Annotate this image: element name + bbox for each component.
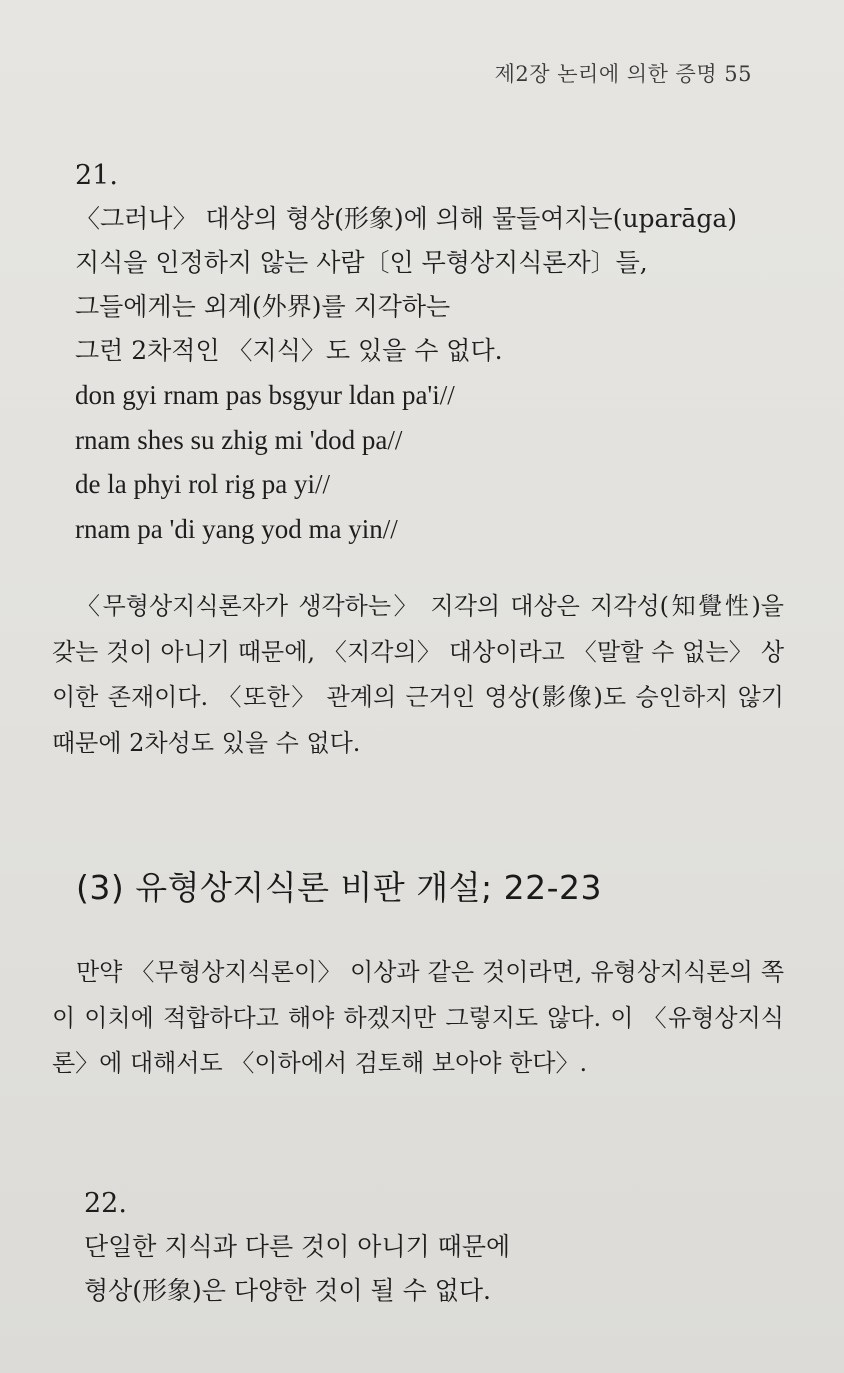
- verse-number: 21.: [75, 160, 118, 191]
- verse-number: 22.: [84, 1188, 127, 1219]
- verse-tibetan-line: rnam shes su zhig mi 'dod pa//: [75, 424, 403, 455]
- verse-korean-line: 형상(形象)은 다양한 것이 될 수 없다.: [84, 1276, 491, 1305]
- verse-korean-line: 지식을 인정하지 않는 사람〔인 무형상지식론자〕들,: [75, 248, 648, 277]
- running-head: 제2장 논리에 의한 증명 55: [494, 62, 752, 86]
- verse-21: [75, 160, 737, 551]
- verse-tibetan-line: de la phyi rol rig pa yi//: [75, 469, 330, 499]
- section-intro-paragraph: 만약 〈무형상지식론이〉 이상과 같은 것이라면, 유형상지식론의 쪽이 이치에 적합하다고 해야 하겠지만 그렇지도 않다. 이 〈유형상지식론〉에 대해서도 〈이하에서 검토해 보아야 한다〉.: [52, 958, 784, 1077]
- section-heading: (3) 유형상지식론 비판 개설; 22-23: [76, 868, 602, 907]
- verse-korean-line: 그들에게는 외계(外界)를 지각하는: [75, 292, 451, 321]
- verse-tibetan-line: don gyi rnam pas bsgyur ldan pa'i//: [75, 380, 455, 410]
- commentary-paragraph: 〈무형상지식론자가 생각하는〉 지각의 대상은 지각성(知覺性)을 갖는 것이 아니기 때문에, 〈지각의〉 대상이라고 〈말할 수 없는〉 상이한 존재이다. 〈또한〉 관계의 근거인 영상(影像)도 승인하지 않기 때문에 2차성도 있을 수 없다.: [52, 592, 784, 757]
- verse-korean-line: 그런 2차적인 〈지식〉도 있을 수 없다.: [75, 336, 503, 365]
- verse-22: [84, 1188, 510, 1313]
- verse-korean-line: 단일한 지식과 다른 것이 아니기 때문에: [84, 1232, 511, 1261]
- verse-tibetan-line: rnam pa 'di yang yod ma yin//: [75, 513, 398, 544]
- verse-korean-line: 〈그러나〉 대상의 형상(形象)에 의해 물들여지는(uparāga): [75, 204, 737, 233]
